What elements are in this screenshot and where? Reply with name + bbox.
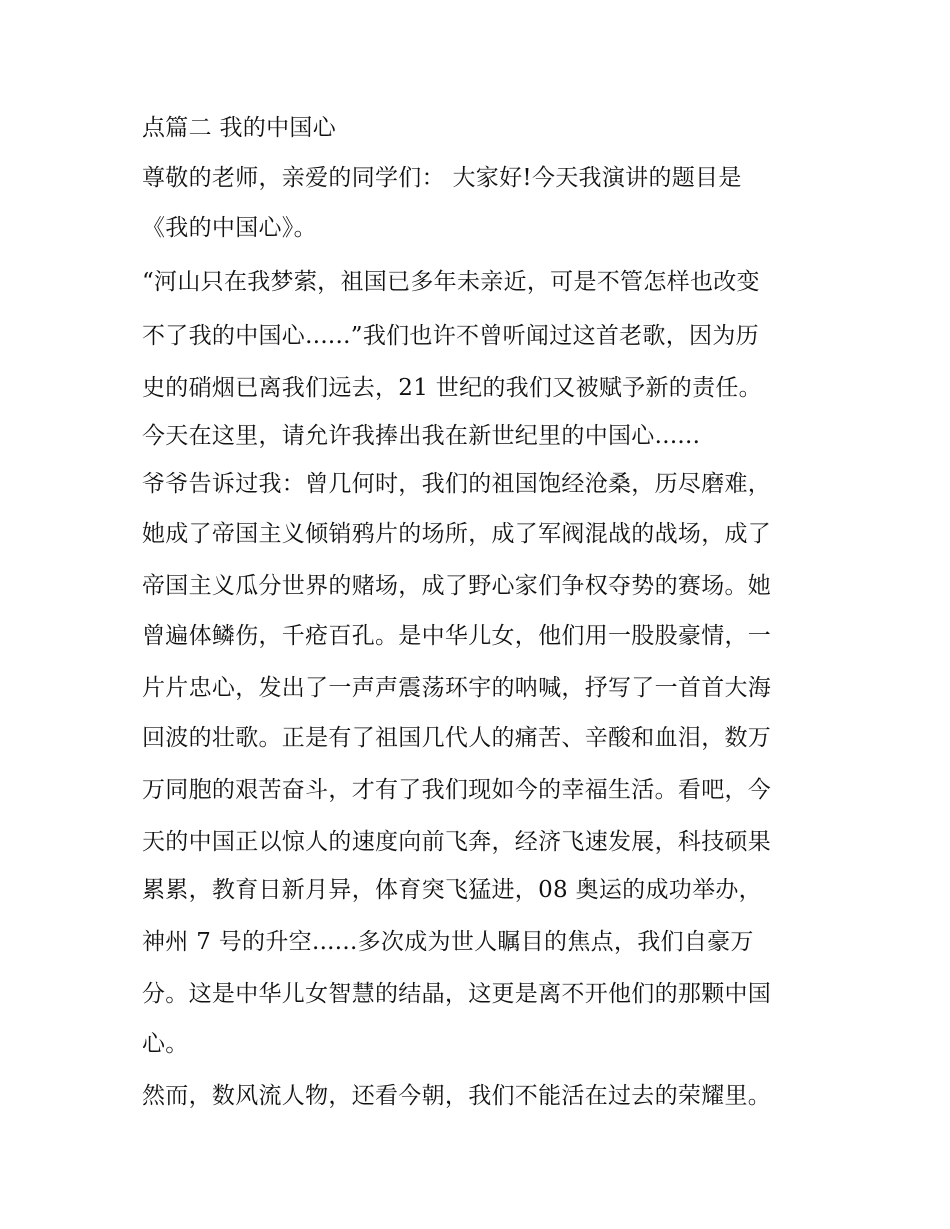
text-line: 心。 bbox=[142, 1031, 189, 1057]
text-line: 尊敬的老师，亲爱的同学们： 大家好!今天我演讲的题目是 bbox=[142, 165, 742, 191]
text-line: 片片忠心，发出了一声声震荡环宇的呐喊，抒写了一首首大海 bbox=[142, 675, 772, 701]
text-line: 史的硝烟已离我们远去，21 世纪的我们又被赋予新的责任。 bbox=[142, 375, 762, 401]
text-line: 回波的壮歌。正是有了祖国几代人的痛苦、辛酸和血泪，数万 bbox=[142, 725, 772, 751]
text-line: 《我的中国心》。 bbox=[142, 215, 317, 241]
text-line: 神州 7 号的升空......多次成为世人瞩目的焦点，我们自豪万 bbox=[142, 929, 754, 955]
text-line: 万同胞的艰苦奋斗，才有了我们现如今的幸福生活。看吧，今 bbox=[142, 777, 772, 803]
text-line: 爷爷告诉过我：曾几何时，我们的祖国饱经沧桑，历尽磨难， bbox=[142, 471, 772, 497]
text-line: 今天在这里，请允许我捧出我在新世纪里的中国心...... bbox=[142, 423, 701, 449]
text-line: 累累，教育日新月异，体育突飞猛进，08 奥运的成功举办， bbox=[142, 877, 762, 903]
text-line: 曾遍体鳞伤，千疮百孔。是中华儿女，他们用一股股豪情，一 bbox=[142, 623, 772, 649]
document-title: 点篇二 我的中国心 bbox=[142, 115, 337, 141]
text-line: 天的中国正以惊人的速度向前飞奔，经济飞速发展，科技硕果 bbox=[142, 829, 772, 855]
text-line: 然而，数风流人物，还看今朝，我们不能活在过去的荣耀里。 bbox=[142, 1083, 772, 1109]
text-line: 分。这是中华儿女智慧的结晶，这更是离不开他们的那颗中国 bbox=[142, 981, 772, 1007]
text-line: 帝国主义瓜分世界的赌场，成了野心家们争权夺势的赛场。她 bbox=[142, 573, 772, 599]
text-line: 不了我的中国心......”我们也许不曾听闻过这首老歌，因为历 bbox=[142, 323, 759, 349]
text-line: “河山只在我梦萦，祖国已多年未亲近，可是不管怎样也改变 bbox=[142, 269, 760, 295]
text-line: 她成了帝国主义倾销鸦片的场所，成了军阀混战的战场，成了 bbox=[142, 521, 772, 547]
